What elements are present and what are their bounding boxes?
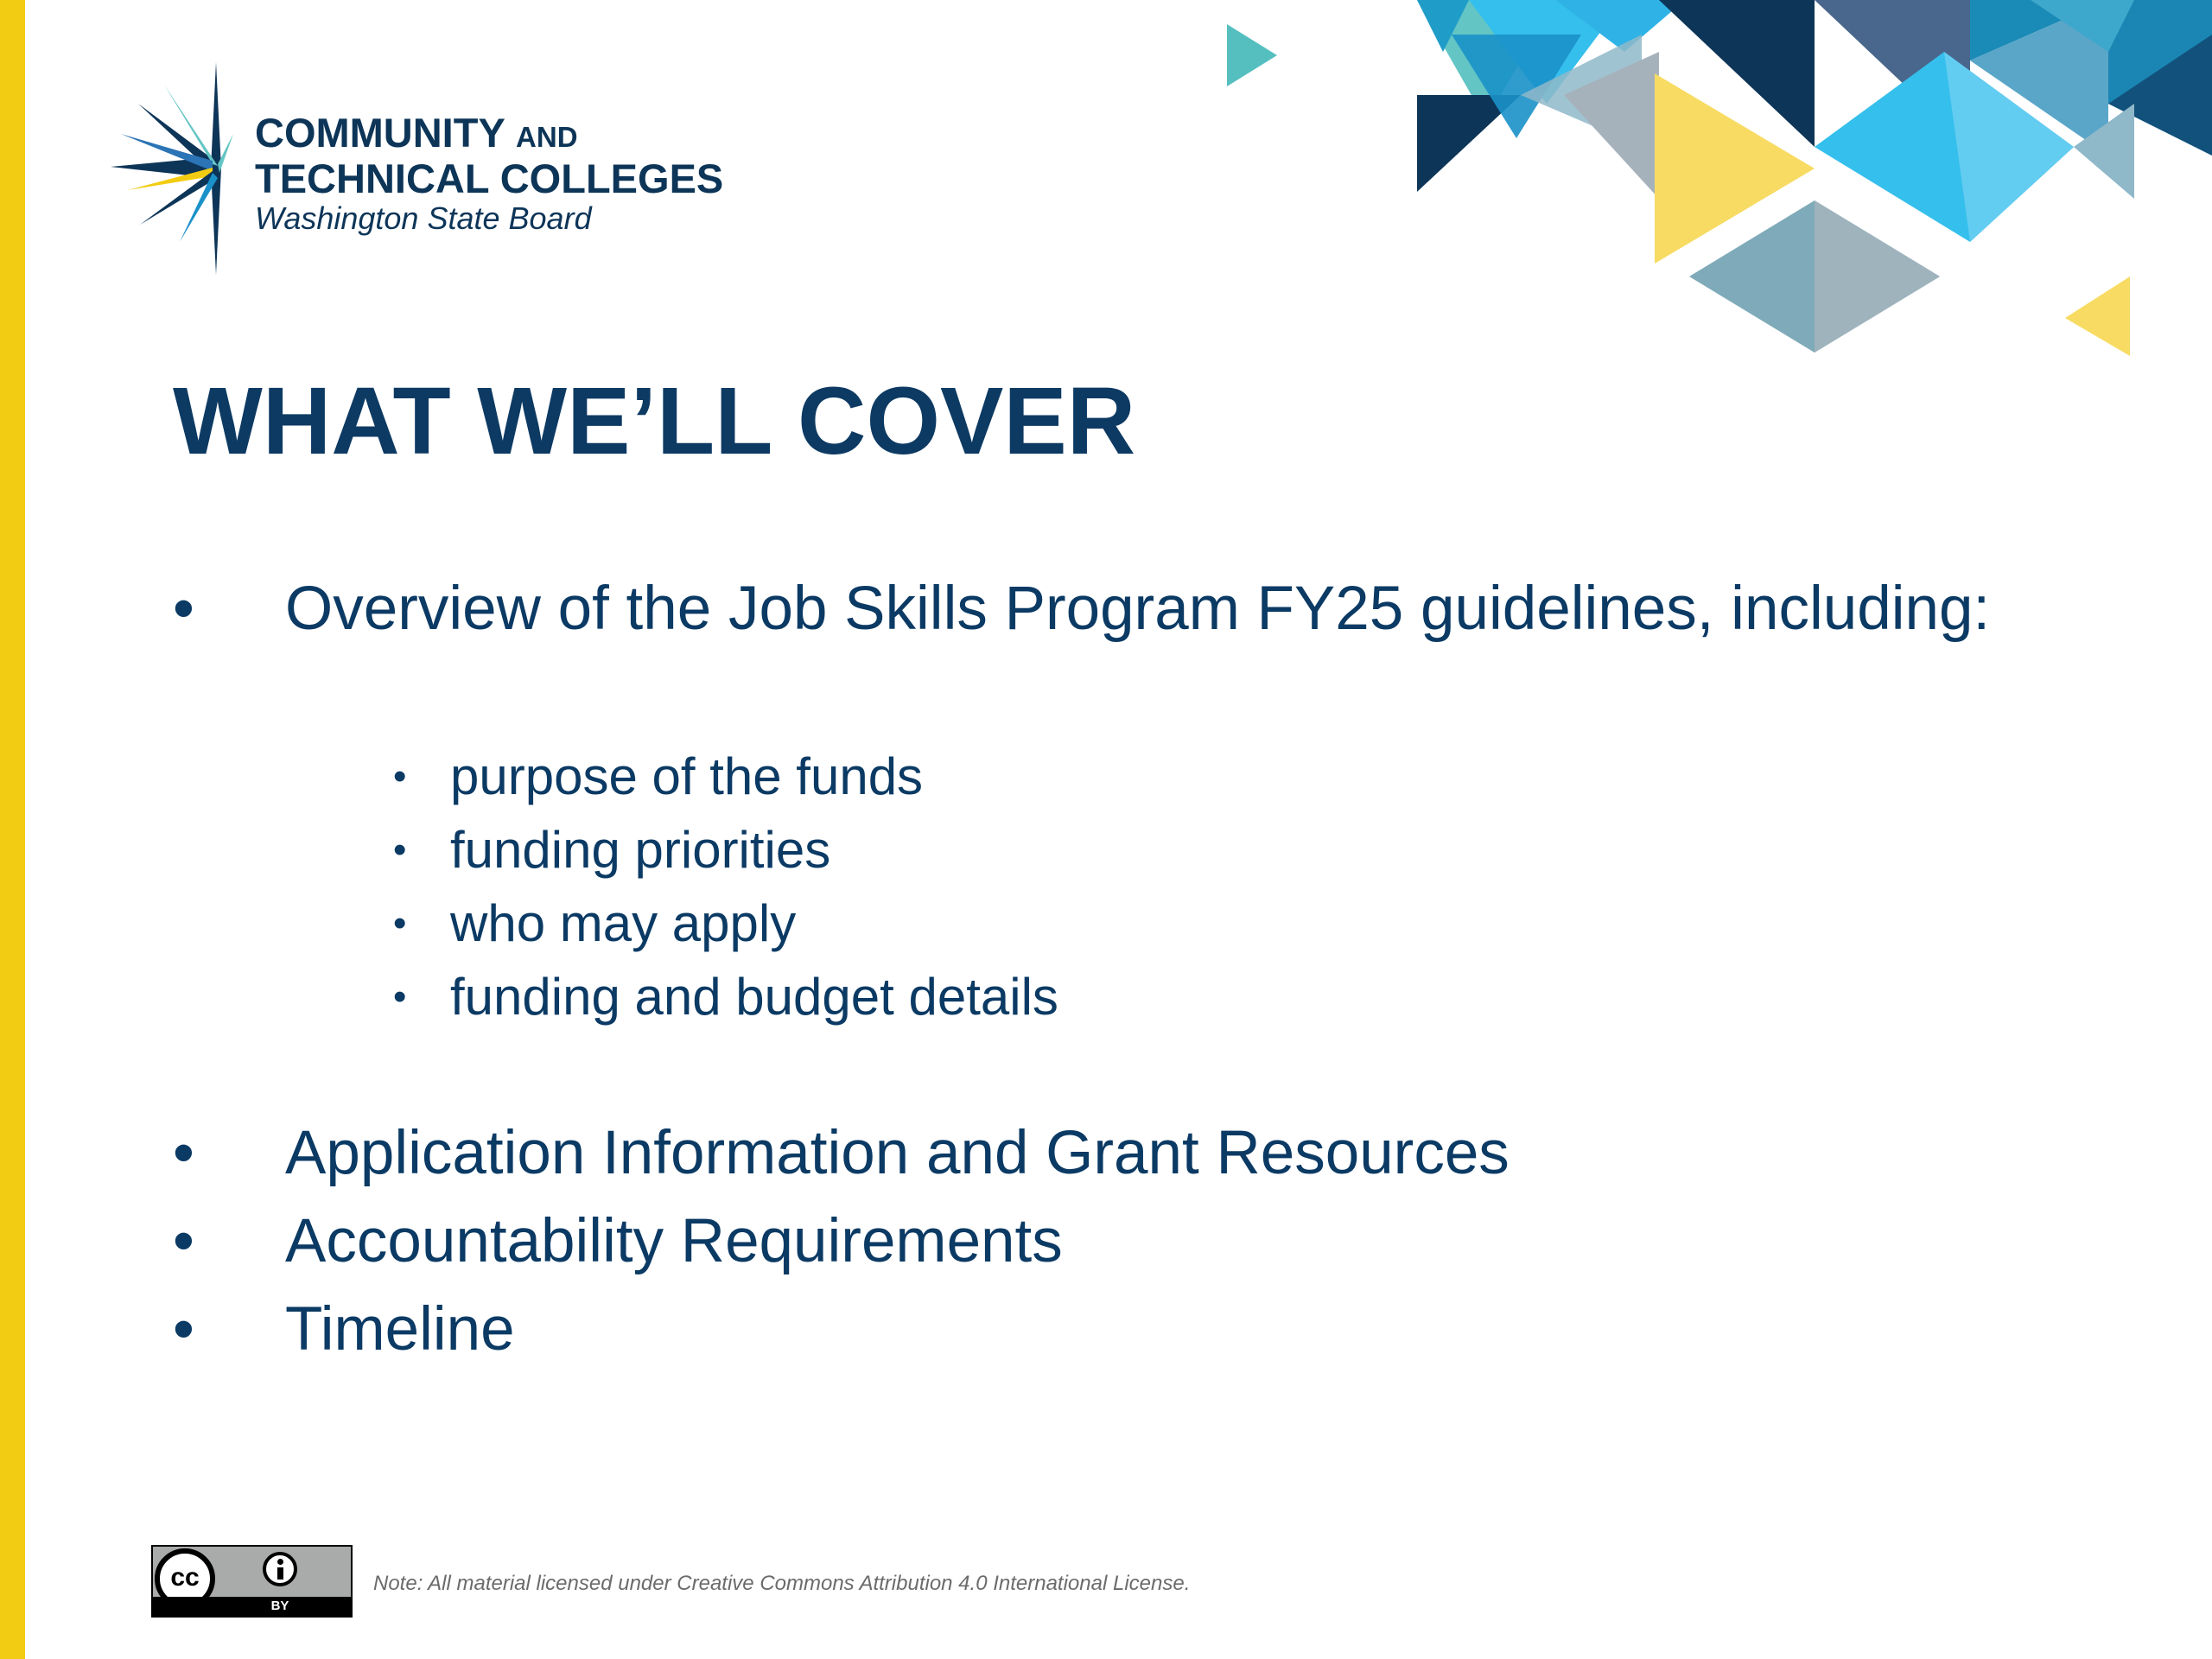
geo-shape [1815, 200, 1940, 353]
logo-line-1: COMMUNITY AND [255, 110, 578, 156]
small-yellow-triangle [2065, 276, 2130, 356]
badge-strip [153, 1597, 351, 1616]
sub-bullet-list [393, 740, 1776, 1033]
logo-wordmark [255, 112, 791, 238]
sub-bullet-text: funding and budget details [450, 968, 1058, 1026]
bullet-text: Overview of the Job Skills Program FY25 guidelines, including: [285, 575, 1991, 643]
by-label: BY [270, 1599, 289, 1613]
bullet-text: Accountability Requirements [285, 1207, 1063, 1275]
cc-icon: cc [155, 1548, 215, 1609]
bullet-item-application [173, 1109, 2074, 1197]
logo-line-2: TECHNICAL COLLEGES [255, 156, 724, 201]
sub-bullet-text: who may apply [450, 894, 797, 952]
attribution-person-icon [263, 1552, 297, 1586]
sub-bullet-text: purpose of the funds [450, 747, 924, 805]
bullet-text: Timeline [285, 1295, 515, 1363]
bullet-item-accountability [173, 1198, 2074, 1285]
creative-commons-badge [151, 1545, 353, 1618]
bullet-dot: • [173, 1119, 194, 1187]
sub-bullet-dot: • [393, 829, 407, 871]
license-note: Note: All material licensed under Creative Commons Attribution 4.0 International License. [373, 1572, 1191, 1595]
bullet-dot: • [173, 1207, 194, 1275]
sub-bullet-dot: • [393, 902, 407, 944]
ctc-logo [104, 52, 778, 285]
bullet-item-timeline [173, 1286, 2074, 1373]
sub-bullet-item [393, 740, 1776, 813]
bullet-text: Application Information and Grant Resources [285, 1119, 1510, 1187]
sub-bullet-dot: • [393, 755, 407, 798]
bullet-dot: • [173, 1295, 194, 1363]
slide-title: WHAT WE’LL COVER [173, 368, 1136, 474]
logo-line-3: Washington State Board [255, 200, 592, 236]
bullet-item-overview [173, 565, 2074, 652]
bullet-dot: • [173, 575, 194, 643]
sub-bullet-dot: • [393, 976, 407, 1018]
sub-bullet-item [393, 960, 1776, 1033]
sub-bullet-item [393, 887, 1776, 960]
sub-bullet-item [393, 813, 1776, 887]
small-teal-triangle [1227, 24, 1277, 86]
sub-bullet-text: funding priorities [450, 821, 831, 879]
star-burst-logo-mark [104, 52, 233, 285]
